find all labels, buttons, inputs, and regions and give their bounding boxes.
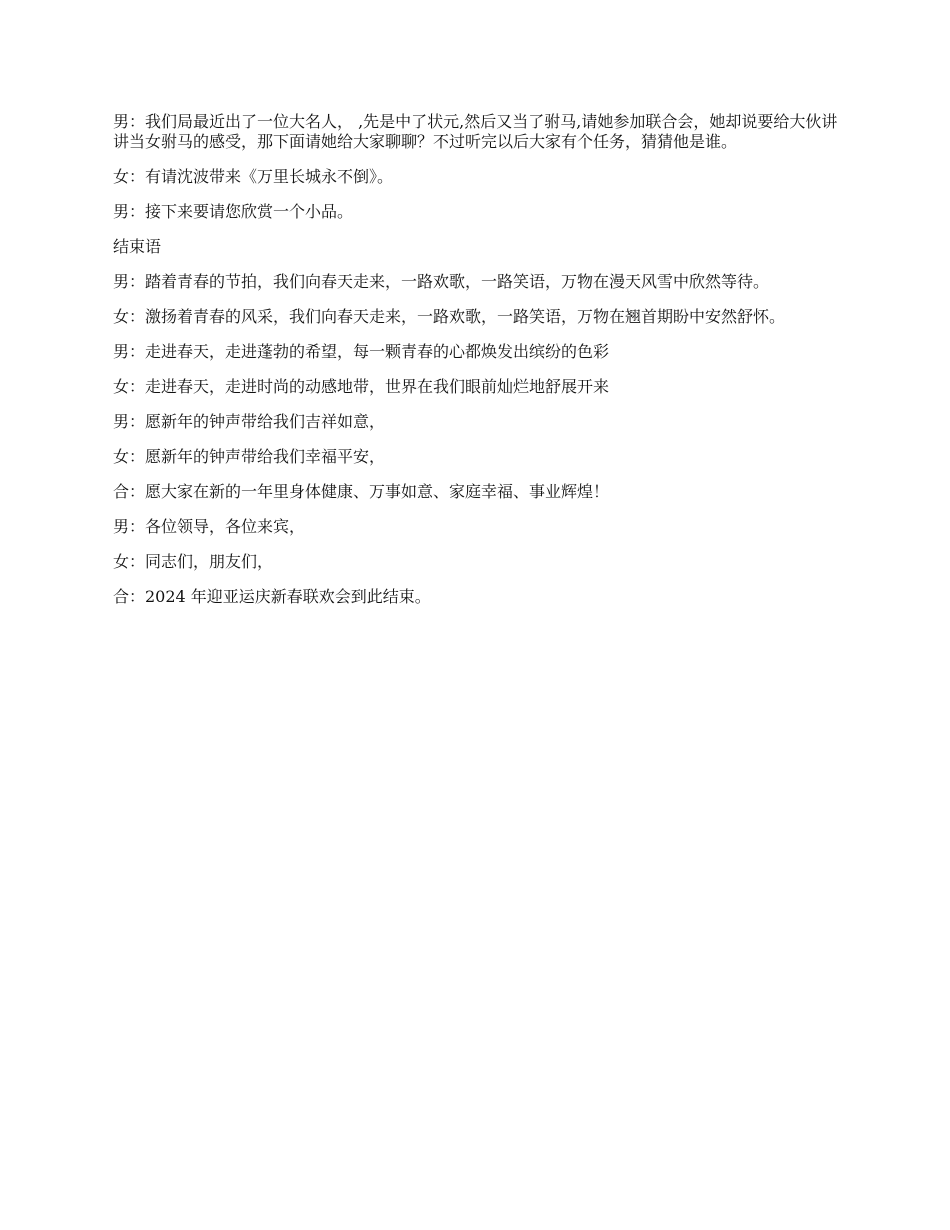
section-heading-closing: 结束语 bbox=[113, 237, 162, 256]
paragraph-closing-female-4: 女：同志们，朋友们， bbox=[113, 552, 274, 571]
paragraph-sketch-intro: 男：接下来要请您欣赏一个小品。 bbox=[113, 202, 354, 221]
paragraph-intro-celebrity: 男：我们局最近出了一位大名人， ,先是中了状元,然后又当了驸马,请她参加联合会，她却说要给大伙讲讲当女驸马的感受，那下面请她给大家聊聊？不过听完以后大家有个任务，猜猜他是谁。 bbox=[113, 112, 838, 151]
paragraph-closing-female-1: 女：激扬着青春的风采，我们向春天走来，一路欢歌，一路笑语，万物在翘首期盼中安然舒怀。 bbox=[113, 307, 786, 326]
paragraph-closing-male-2: 男：走进春天，走进蓬勃的希望，每一颗青春的心都焕发出缤纷的色彩 bbox=[113, 342, 610, 361]
paragraph-closing-male-4: 男：各位领导，各位来宾， bbox=[113, 517, 306, 536]
paragraph-closing-female-2: 女：走进春天，走进时尚的动感地带，世界在我们眼前灿烂地舒展开来 bbox=[113, 377, 610, 396]
paragraph-closing-male-1: 男：踏着青春的节拍，我们向春天走来，一路欢歌，一路笑语，万物在漫天风雪中欣然等待。 bbox=[113, 272, 770, 291]
paragraph-closing-male-3: 男：愿新年的钟声带给我们吉祥如意， bbox=[113, 412, 386, 431]
paragraph-closing-together-2: 合：2024 年迎亚运庆新春联欢会到此结束。 bbox=[113, 587, 431, 606]
document-body bbox=[113, 112, 841, 622]
paragraph-closing-female-3: 女：愿新年的钟声带给我们幸福平安， bbox=[113, 447, 386, 466]
paragraph-performance-invite: 女：有请沈波带来《万里长城永不倒》。 bbox=[113, 167, 394, 186]
paragraph-closing-together-1: 合：愿大家在新的一年里身体健康、万事如意、家庭幸福、事业辉煌！ bbox=[113, 482, 610, 501]
